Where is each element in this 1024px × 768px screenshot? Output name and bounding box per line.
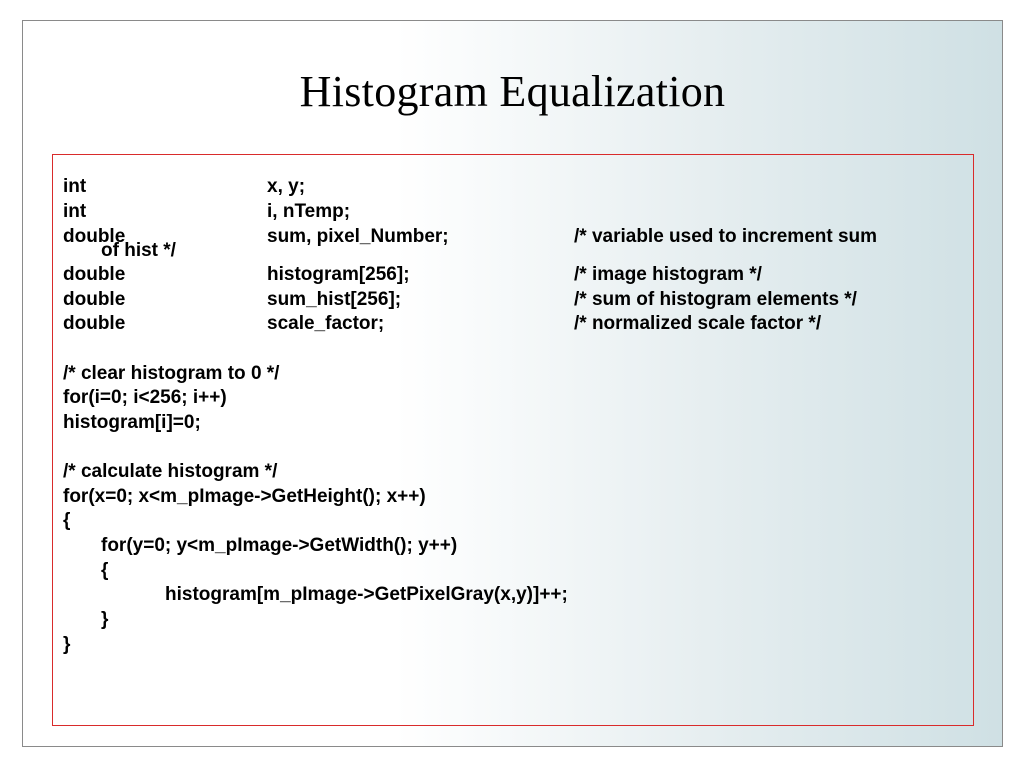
- decl-vars: i, nTemp;: [267, 201, 351, 222]
- code-comment: /* clear histogram to 0 */: [63, 363, 280, 384]
- slide-title: Histogram Equalization: [299, 67, 726, 116]
- decl-vars: x, y;: [267, 176, 306, 197]
- decl-vars: histogram[256];: [267, 264, 410, 285]
- code-line: {: [101, 560, 109, 581]
- decl-comment: /* normalized scale factor */: [574, 313, 822, 334]
- code-line: histogram[i]=0;: [63, 412, 201, 433]
- decl-comment: /* variable used to increment sum: [574, 226, 878, 247]
- decl-type: double: [63, 264, 126, 285]
- decl-comment: /* sum of histogram elements */: [574, 289, 857, 310]
- code-line: for(y=0; y<m_pImage->GetWidth(); y++): [101, 535, 458, 556]
- decl-type: int: [63, 176, 87, 197]
- decl-vars: scale_factor;: [267, 313, 385, 334]
- code-line: {: [63, 510, 71, 531]
- decl-comment-wrap: of hist */: [101, 240, 176, 261]
- code-line: for(i=0; i<256; i++): [63, 387, 227, 408]
- decl-type: int: [63, 201, 87, 222]
- code-box: [52, 154, 974, 726]
- code-line: }: [101, 609, 109, 630]
- decl-vars: sum_hist[256];: [267, 289, 402, 310]
- decl-comment: /* image histogram */: [574, 264, 762, 285]
- slide: [22, 20, 1003, 747]
- decl-type: double: [63, 289, 126, 310]
- decl-type: double: [63, 313, 126, 334]
- code-line: for(x=0; x<m_pImage->GetHeight(); x++): [63, 486, 426, 507]
- code-line: histogram[m_pImage->GetPixelGray(x,y)]++;: [165, 584, 568, 605]
- code-line: }: [63, 634, 71, 655]
- decl-vars: sum, pixel_Number;: [267, 226, 449, 247]
- code-comment: /* calculate histogram */: [63, 461, 278, 482]
- decl-type: double: [63, 226, 126, 247]
